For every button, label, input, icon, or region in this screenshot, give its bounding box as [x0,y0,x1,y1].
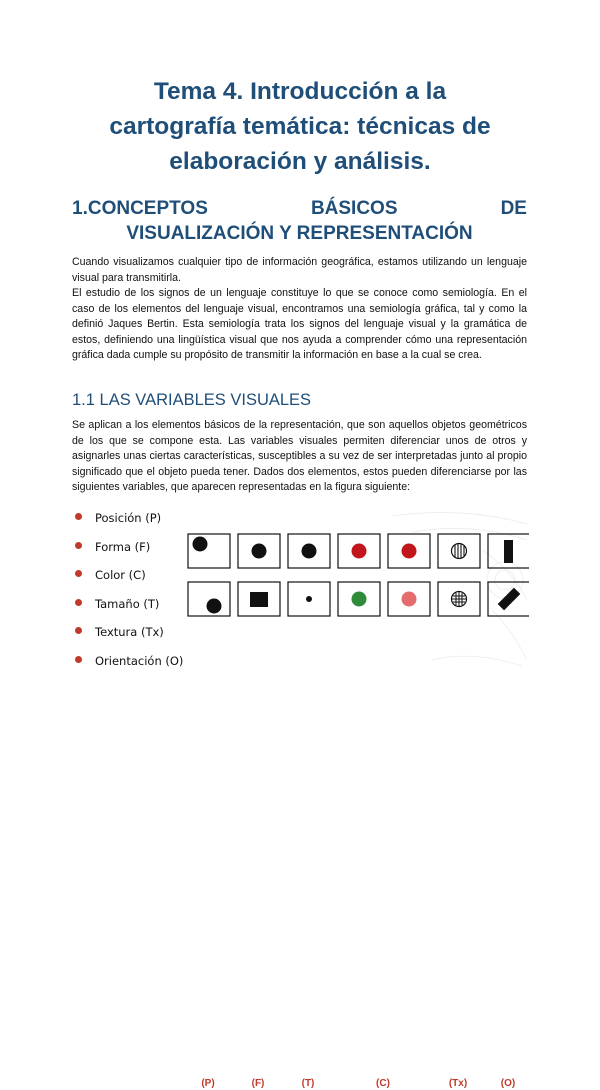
circle-symbol [207,599,222,614]
bullet-icon [75,570,82,577]
vertical-bar-symbol [504,540,513,563]
section-1-line-2: VISUALIZACIÓN Y REPRESENTACIÓN [126,223,473,244]
visual-variables-list [72,508,183,679]
figure-code-texture: (Tx) [448,1078,468,1089]
visual-variables-diagram [182,510,529,668]
figure-code-position: (P) [201,1078,215,1089]
circle-symbol [193,537,208,552]
bullet-icon [75,627,82,634]
section-1-word-2: BÁSICOS [310,198,398,219]
square-symbol [250,592,268,607]
section-1-heading [72,196,527,246]
section-1-1-heading: 1.1 LAS VARIABLES VISUALES [72,391,312,409]
figure-code-color: (C) [376,1078,390,1089]
paragraph-1: Cuando visualizamos cualquier tipo de información geográfica, estamos utilizando un lenguaje visual para transmitirla. [72,256,527,284]
list-item: Color (C) [72,565,183,594]
salmon-circle-symbol [402,592,417,607]
section-1-1-paragraph: Se aplican a los elementos básicos de la representación, que son aquellos objetos geométricos de los que se compone esta. Las variables visuales permiten diferenciar unos de otros y asignarles unas ciertas características, susceptibles a su vez de ser interpretadas junto al propio significado que el objeto pueda tener. Dados dos elementos, estos pueden diferenciarse por las siguientes variables, que aparecen representadas en la figura siguiente: [72,419,527,494]
watermark-background [392,512,527,666]
circle-symbol [252,544,267,559]
title-line-1: Tema 4. Introducción a la [153,78,447,105]
small-circle-symbol [306,596,312,602]
title-line-2: cartografía temática: técnicas de [109,113,491,140]
section-1-word-3: DE [500,198,527,219]
vertical-texture-circle-symbol [452,544,467,559]
bullet-icon [75,542,82,549]
list-item: Orientación (O) [72,651,183,680]
figure-code-form: (F) [251,1078,265,1089]
grid-texture-circle-symbol [452,592,467,607]
figure-code-size: (T) [301,1078,315,1089]
diagonal-bar-symbol [498,588,521,611]
red-circle-symbol [352,544,367,559]
green-circle-symbol [352,592,367,607]
paragraph-2: El estudio de los signos de un lenguaje constituye lo que se conoce como semiología. En el caso de los elementos del lenguaje visual, encontramos una semiología gráfica, tal y como la definió Jaques Bertin. Esta semiología trata los signos del lenguaje visual y la gramática de estos, definiendo una lingüística visual que nos ayuda a comprender cómo una representación gráfica dada cumple su propósito de transmitir la información en base a la cual se crea. [72,287,527,362]
page-title [60,74,540,179]
red-circle-symbol [402,544,417,559]
circle-symbol [302,544,317,559]
title-line-3: elaboración y análisis. [169,148,431,175]
visual-variables-figure [182,510,529,1089]
list-item: Tamaño (T) [72,594,183,623]
box-position-a [188,534,230,568]
section-1-number: 1. [72,198,88,219]
bullet-icon [75,656,82,663]
bullet-icon [75,513,82,520]
list-item: Forma (F) [72,537,183,566]
figure-code-orientation: (O) [500,1078,516,1089]
bullet-icon [75,599,82,606]
section-1-word-1: CONCEPTOS [87,198,208,219]
list-item: Textura (Tx) [72,622,183,651]
list-item: Posición (P) [72,508,183,537]
